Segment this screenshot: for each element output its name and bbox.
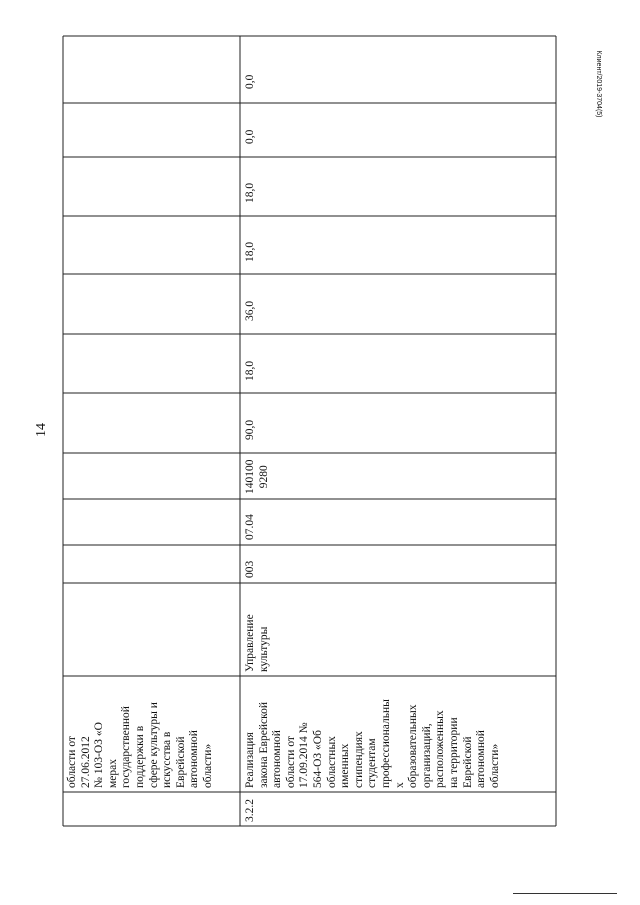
- row-number: 3.2.2: [244, 799, 256, 822]
- row-description: Реализация закона Еврейской автономной области от 17.09.2014 № 564-ОЗ «Об областных именных стипендиях студентам профессиональны х образовательных организаций, расположенных на территории Еврейской автономной области»: [244, 699, 501, 788]
- value-total: 90,0: [244, 419, 256, 440]
- document-stamp: Клиент/2019-3704(5): [595, 50, 602, 118]
- code-target: 140100 9280: [244, 459, 270, 494]
- continuation-description: области от 27.06.2012 № 103-ОЗ «О мерах государственной поддержки в сфере культуры и искусства в Еврейской автономной области»: [66, 702, 214, 788]
- value-year-4: 18,0: [244, 182, 256, 203]
- value-year-6: 0,0: [244, 74, 256, 89]
- value-year-3: 18,0: [244, 241, 256, 262]
- value-year-5: 0,0: [244, 129, 256, 144]
- row-executor: Управление культуры: [244, 614, 270, 672]
- value-year-1: 18,0: [244, 360, 256, 381]
- code-section: 07.04: [244, 514, 256, 540]
- page-number: 14: [34, 423, 49, 437]
- value-year-2: 36,0: [244, 300, 256, 321]
- code-admin: 003: [244, 560, 256, 578]
